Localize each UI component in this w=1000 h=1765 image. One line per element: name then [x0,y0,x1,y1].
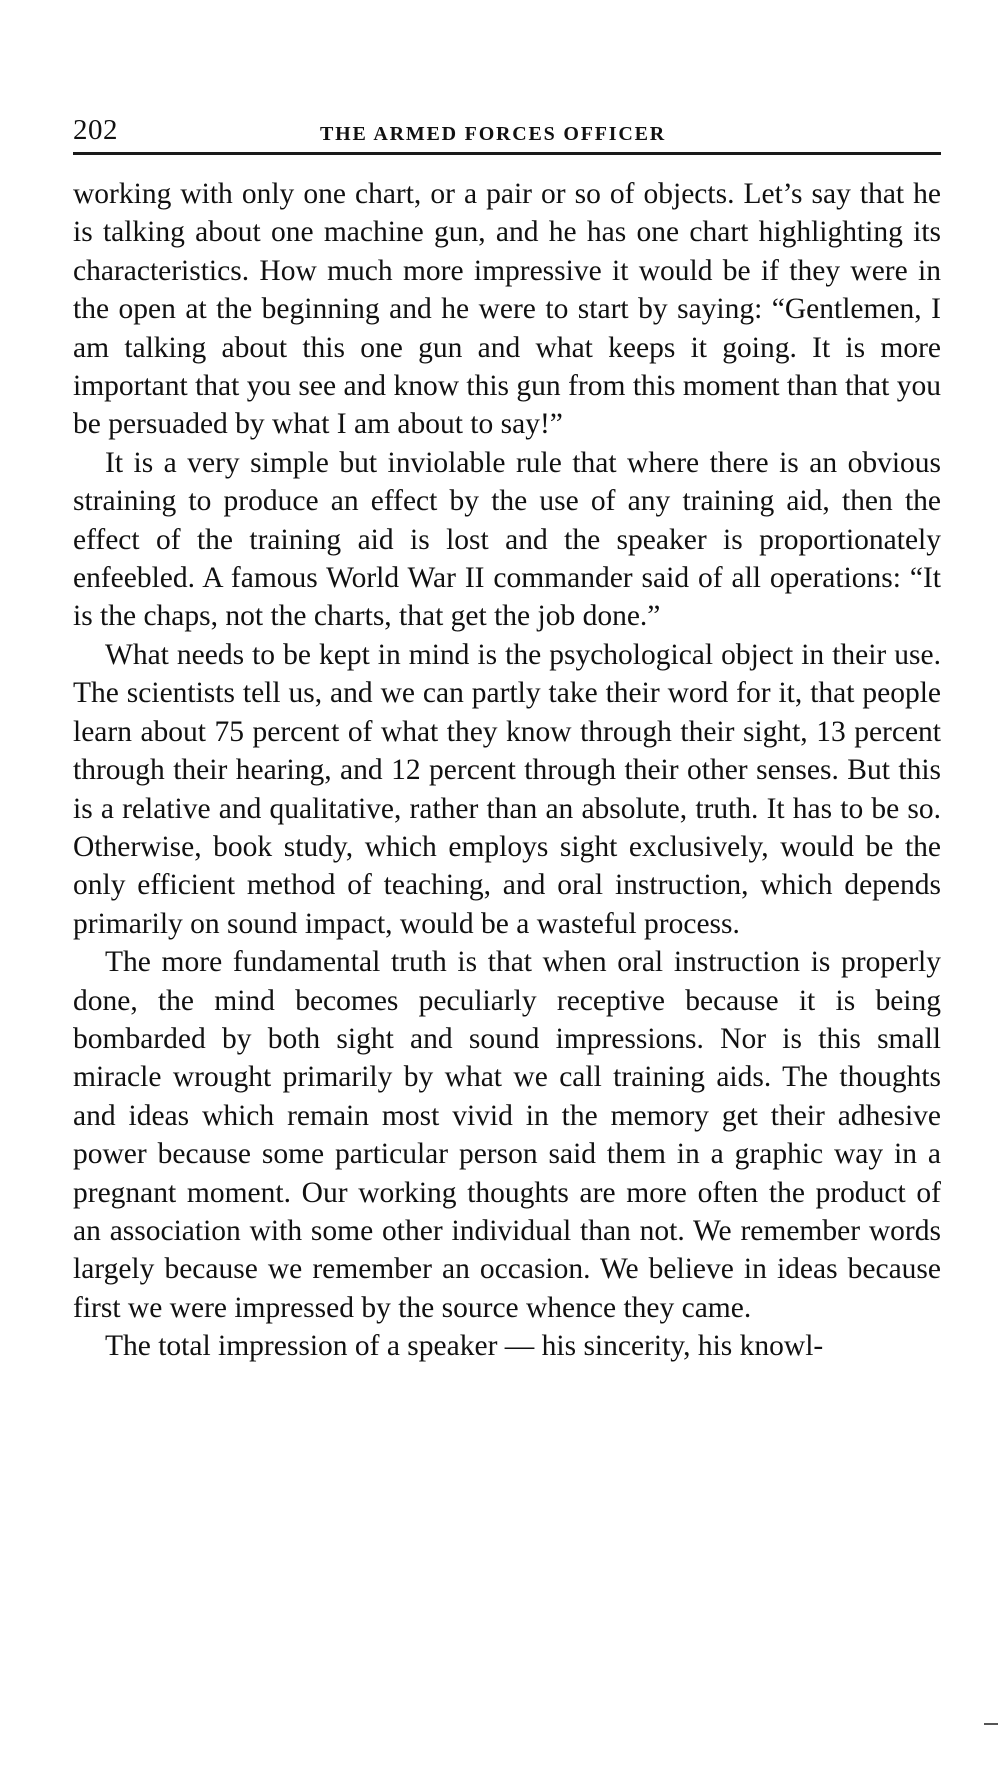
paragraph-training-aid-rule: It is a very simple but inviolable rule that where there is an obvious straining to produce an effect by the use of any training aid, then the effect of the training aid is lost and the speaker is proportionately enfeebled. A famous World War II commander said of all operations: “It is the chaps, not the charts, that get the job done.” [73,446,941,633]
paragraph-psychological-object: What needs to be kept in mind is the psychological object in their use. The scientists tell us, and we can partly take their word for it, that people learn about 75 percent of what they know through their sight, 13 percent through their hearing, and 12 percent through their other senses. But this is a relative and qualitative, rather than an absolute, truth. It has to be so. Otherwise, book study, which employs sight exclusively, would be the only efficient method of teaching, and oral instruction, which depends primarily on sound impact, would be a wasteful process. [73,638,941,940]
paragraph-fundamental-truth: The more fundamental truth is that when oral instruction is properly done, the mind becomes peculiarly receptive because it is being bombarded by both sight and sound impressions. Nor is this small miracle wrought primarily by what we call training aids. The thoughts and ideas which remain most vivid in the memory get their adhesive power because some particular person said them in a graphic way in a pregnant moment. Our working thoughts are more often the product of an association with some other individual than not. We remember words largely because we remember an occasion. We believe in ideas because first we were impressed by the source whence they came. [73,946,941,1324]
corner-mark [984,1723,998,1725]
paragraph-total-impression: The total impression of a speaker — his sincerity, his knowl- [105,1330,824,1363]
running-head [73,112,941,155]
body-text [73,175,941,1366]
page-number: 202 [73,114,118,146]
running-head-title: THE ARMED FORCES OFFICER [320,123,667,145]
paragraph-continued: working with only one chart, or a pair or so of objects. Let’s say that he is talking about one machine gun, and he has one chart highlighting its characteristics. How much more impressive it would be if they were in the open at the beginning and he were to start by saying: “Gentlemen, I am talking about this one gun and what keeps it going. It is more important that you see and know this gun from this moment than that you be persuaded by what I am about to say!” [73,178,941,441]
